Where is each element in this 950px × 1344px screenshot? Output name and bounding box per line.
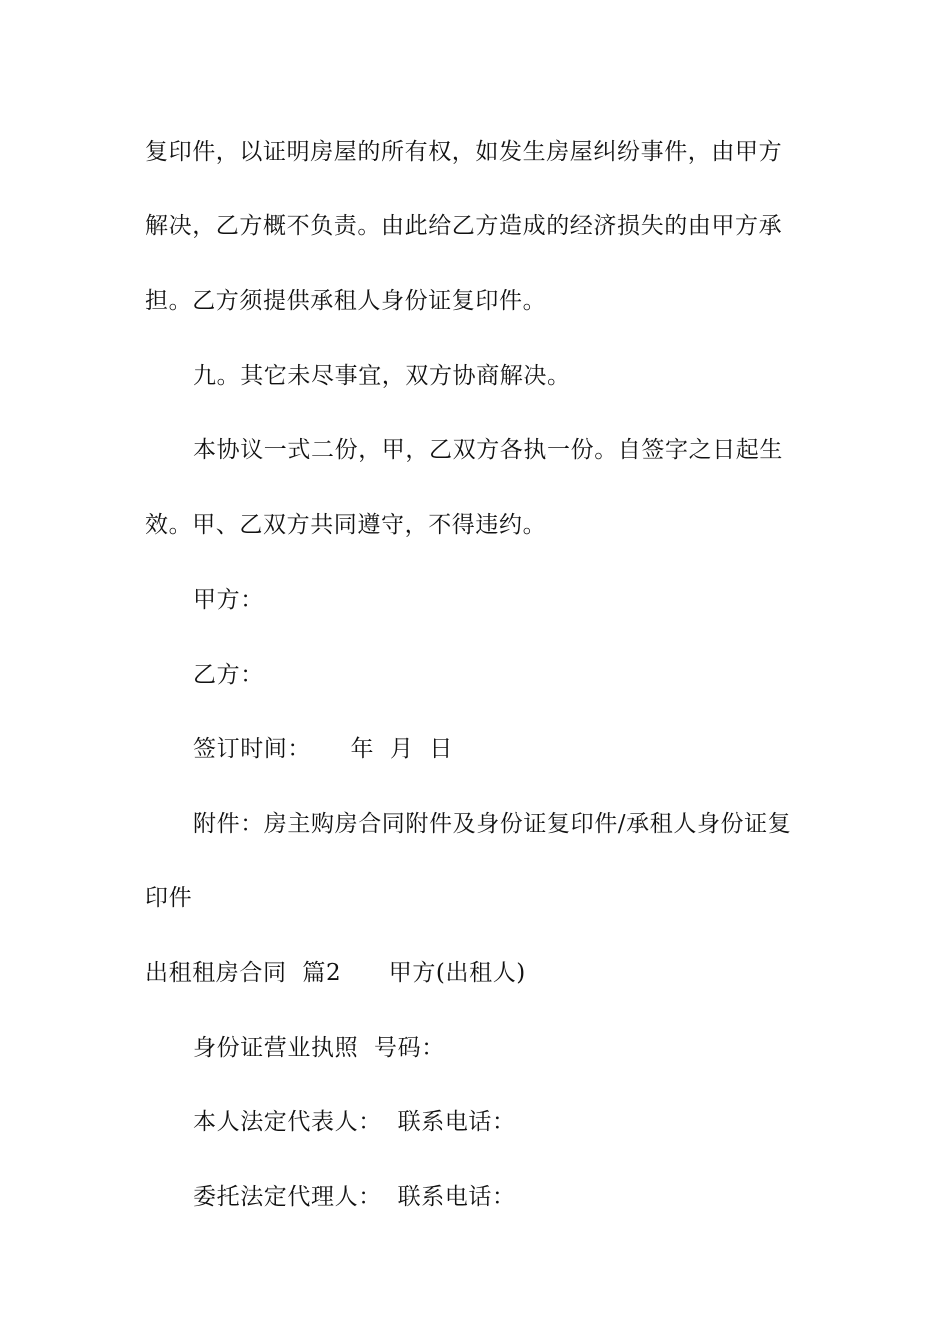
paragraph-line: 效。甲、乙双方共同遵守，不得违约。 (145, 512, 547, 538)
paragraph-line: 担。乙方须提供承租人身份证复印件。 (145, 288, 547, 314)
authorized-agent-field-label: 委托法定代理人： 联系电话： (193, 1184, 516, 1210)
id-number-field-label: 身份证营业执照 号码： (193, 1035, 445, 1061)
paragraph-line: 复印件，以证明房屋的所有权，如发生房屋纠纷事件，由甲方 (145, 139, 783, 165)
paragraph-line: 解决，乙方概不负责。由此给乙方造成的经济损失的由甲方承 (145, 213, 783, 239)
attachment-line: 附件：房主购房合同附件及身份证复印件/承租人身份证复 (193, 811, 792, 837)
party-b-signature-label: 乙方： (193, 662, 264, 688)
attachment-line-continued: 印件 (145, 885, 193, 911)
signing-date-label: 签订时间： 年 月 日 (193, 736, 453, 762)
clause-nine: 九。其它未尽事宜，双方协商解决。 (193, 363, 571, 389)
legal-representative-field-label: 本人法定代表人： 联系电话： (193, 1109, 516, 1135)
paragraph-line: 本协议一式二份，甲，乙双方各执一份。自签字之日起生 (193, 437, 783, 463)
section-heading: 出租租房合同 篇2 甲方(出租人) (145, 960, 526, 986)
party-a-signature-label: 甲方： (193, 587, 264, 613)
